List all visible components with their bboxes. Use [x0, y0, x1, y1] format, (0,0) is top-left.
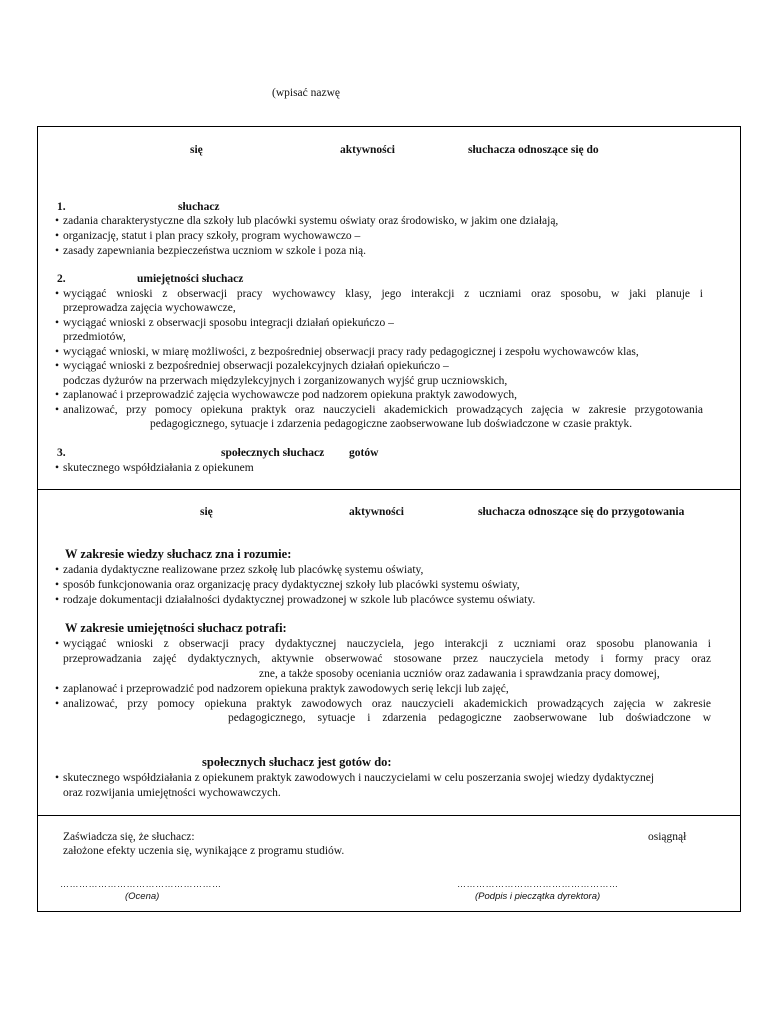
list-item: • organizację, statut i plan pracy szkoły, program wychowawczo – — [63, 229, 360, 243]
list-item-continuation: przedmiotów, — [63, 331, 126, 343]
group-number: 2. — [57, 273, 66, 285]
group-title: W zakresie wiedzy słuchacz zna i rozumie: — [65, 547, 292, 561]
list-item-continuation: pedagogicznego, sytuacje i zdarzenia pedagogiczne zaobserwowane lub doświadczone w — [228, 712, 711, 724]
group-title: słuchacz — [178, 201, 220, 213]
section2-header-a: się — [200, 506, 213, 518]
divider-2 — [37, 815, 741, 816]
list-item-continuation: pedagogicznego, sytuacje i zdarzenia pedagogiczne zaobserwowane lub doświadczone w czasie praktyk. — [150, 418, 633, 430]
list-item: • wyciągać wnioski, w miarę możliwości, z bezpośredniej obserwacji pracy rady pedagogicznej i zespołu wychowawców klas, — [63, 345, 639, 359]
list-item-continuation: przeprowadza zajęcia wychowawcze, — [63, 302, 236, 314]
section2-header-b: aktywności — [349, 506, 404, 518]
list-item-continuation: zne, a także sposoby oceniania uczniów oraz zadawania i sprawdzania pracy domowej, — [259, 668, 660, 680]
list-item: • zaplanować i przeprowadzić zajęcia wychowawcze pod nadzorem opiekuna praktyk zawodowych, — [63, 388, 517, 402]
group-number: 1. — [57, 201, 66, 213]
director-label: (Podpis i pieczątka dyrektora) — [475, 891, 601, 902]
list-item-continuation: oraz rozwijania umiejętności wychowawczych. — [63, 787, 281, 799]
top-note: (wpisać nazwę — [272, 87, 341, 99]
list-item: • wyciągać wnioski z obserwacji sposobu integracji działań opiekuńczo – — [63, 316, 394, 330]
grade-signature-line: …………………………………………… — [60, 879, 222, 889]
section1-header-a: się — [190, 144, 203, 156]
list-item: • wyciągać wnioski z obserwacji pracy dydaktycznej nauczyciela, jego interakcji z uczniami oraz sposobu planowania i — [63, 637, 711, 651]
group-title-2: gotów — [349, 447, 379, 459]
section1-header-c: słuchacza odnoszące się do — [468, 144, 599, 156]
section1-header-b: aktywności — [340, 144, 395, 156]
list-item: • zasady zapewniania bezpieczeństwa uczniom w szkole i poza nią. — [63, 244, 366, 258]
list-item: • rodzaje dokumentacji działalności dydaktycznej prowadzonej w szkole lub placówce systemu oświaty. — [63, 593, 535, 607]
list-item: • zadania charakterystyczne dla szkoły lub placówki systemu oświaty oraz środowisko, w jakim one działają, — [63, 214, 558, 228]
list-item: • zaplanować i przeprowadzić pod nadzorem opiekuna praktyk zawodowych serię lekcji lub zajęć, — [63, 682, 509, 696]
certificate-line-2: założone efekty uczenia się, wynikające z programu studiów. — [63, 845, 345, 857]
divider-1 — [37, 489, 741, 490]
section2-header-c: słuchacza odnoszące się do przygotowania — [478, 506, 685, 518]
certificate-achieved: osiągnął — [648, 831, 687, 843]
list-item: • skutecznego współdziałania z opiekunem — [63, 461, 254, 475]
list-item: • wyciągać wnioski z bezpośredniej obserwacji pozalekcyjnych działań opiekuńczo – — [63, 359, 449, 373]
group-title: społecznych słuchacz jest gotów do: — [202, 755, 392, 769]
list-item: • sposób funkcjonowania oraz organizację pracy dydaktycznej szkoły lub placówki systemu oświaty, — [63, 578, 520, 592]
group-title: społecznych słuchacz — [221, 447, 325, 459]
certificate-line-1: Zaświadcza się, że słuchacz: — [63, 831, 195, 843]
list-item-continuation: przeprowadzania zajęć dydaktycznych, aktywnie obserwować stosowane przez nauczyciela metody i formy pracy oraz — [63, 653, 711, 665]
list-item: • analizować, przy pomocy opiekuna praktyk oraz nauczycieli akademickich prowadzących zajęcia w zakresie przygotowania — [63, 403, 703, 417]
grade-label: (Ocena) — [125, 891, 160, 902]
group-number: 3. — [57, 447, 66, 459]
director-signature-line: …………………………………………… — [457, 879, 619, 889]
list-item: • analizować, przy pomocy opiekuna praktyk zawodowych oraz nauczycieli akademickich prowadzących zajęcia w zakresie — [63, 697, 711, 711]
list-item: • wyciągać wnioski z obserwacji pracy wychowawcy klasy, jego interakcji z uczniami oraz sposobu, w jaki planuje i — [63, 287, 703, 301]
list-item: • zadania dydaktyczne realizowane przez szkołę lub placówkę systemu oświaty, — [63, 563, 423, 577]
group-title: umiejętności słuchacz — [137, 273, 244, 285]
list-item-continuation: podczas dyżurów na przerwach międzylekcyjnych i zorganizowanych wyjść grup uczniowskich, — [63, 375, 508, 387]
group-title: W zakresie umiejętności słuchacz potrafi: — [65, 621, 287, 635]
list-item: • skutecznego współdziałania z opiekunem praktyk zawodowych i nauczycielami w celu poszerzania swojej wiedzy dydaktycznej — [63, 771, 654, 785]
